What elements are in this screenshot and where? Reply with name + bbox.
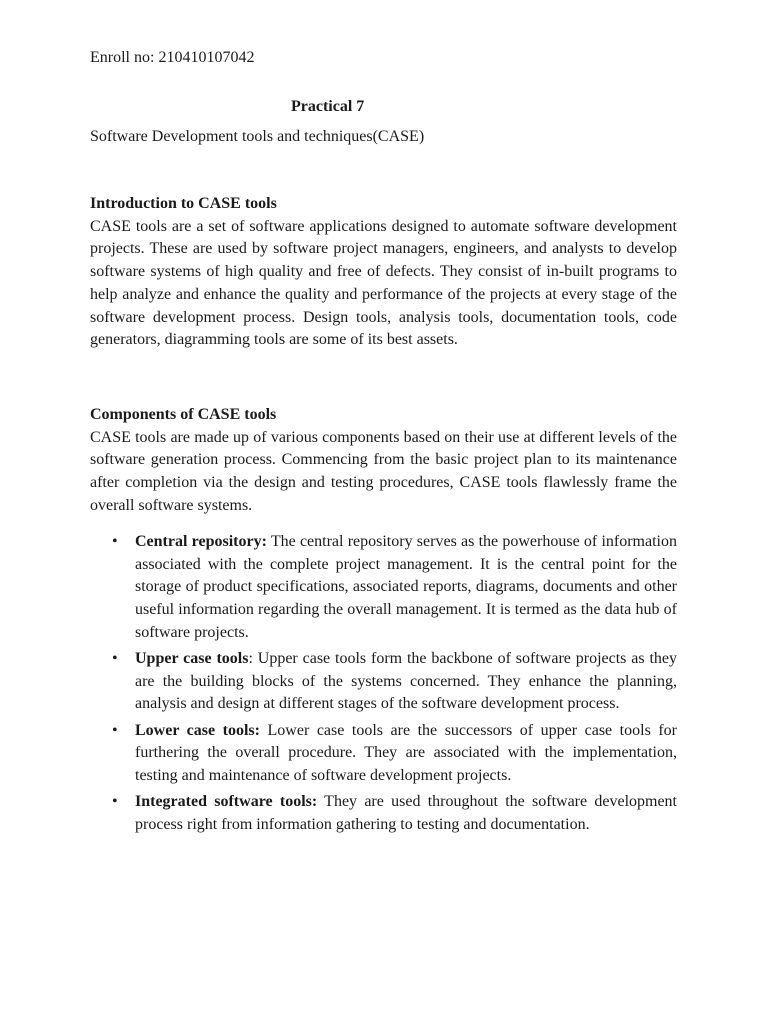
item-text: : Upper case tools form the backbone of software projects as they are the building blocks of the systems concerned. They enhance the planning, analysis and design at different stages of the software development process. <box>135 650 678 713</box>
components-list <box>90 531 677 840</box>
item-term: Upper case tools <box>135 650 249 668</box>
list-item <box>90 791 677 836</box>
item-text: They are used throughout the software development process right from information gathering to testing and documentation. <box>135 793 677 833</box>
item-text: Lower case tools are the successors of upper case tools for furthering the overall procedure. They are associated with the implementation, testing and maintenance of software development projects. <box>135 721 677 785</box>
item-term: Integrated software tools: <box>135 793 318 811</box>
intro-section <box>90 193 677 352</box>
list-item <box>90 720 677 788</box>
intro-body: CASE tools are a set of software applications designed to automate software development projects. These are used by software project managers, engineers, and analysts to develop software systems of high quality and free of defects. They consist of in-built programs to help analyze and enhance the quality and performance of the projects at every stage of the software development process. Design tools, analysis tools, documentation tools, code generators, diagramming tools are some of its best assets. <box>90 217 677 349</box>
components-heading: Components of CASE tools <box>90 406 277 423</box>
bullet-icon: • <box>112 721 118 739</box>
item-term: Lower case tools: <box>135 721 260 739</box>
intro-heading: Introduction to CASE tools <box>90 195 277 212</box>
components-body: CASE tools are made up of various components based on their use at different levels of the software generation process. Commencing from the basic project plan to its maintenance after completion via the design and testing procedures, CASE tools flawlessly frame the overall software systems. <box>90 428 677 514</box>
page-subtitle: Software Development tools and techniques(CASE) <box>90 128 425 145</box>
bullet-icon: • <box>112 650 118 668</box>
list-item <box>90 648 677 716</box>
list-item <box>90 531 677 645</box>
enroll-number: Enroll no: 210410107042 <box>90 49 255 66</box>
item-term: Central repository: <box>135 533 267 550</box>
item-text: The central repository serves as the powerhouse of information associated with the complete project management. It is the central point for the storage of product specifications, associated reports, diagrams, documents and other useful information regarding the overall management. It is termed as the data hub of software projects. <box>135 533 677 641</box>
bullet-icon: • <box>112 793 118 811</box>
bullet-icon: • <box>112 533 118 550</box>
components-section <box>90 404 677 518</box>
page-title: Practical 7 <box>291 98 365 115</box>
